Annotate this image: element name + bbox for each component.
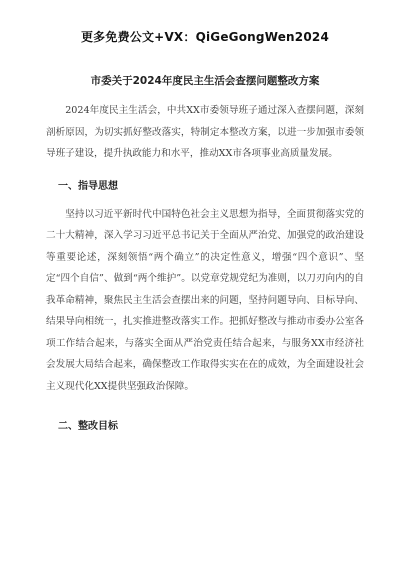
watermark-header: 更多免费公文+VX：QiGeGongWen2024	[80, 30, 329, 44]
intro-paragraph: 2024年度民主生活会，中共XX市委领导班子通过深入查摆问题，深刻剖析原因，为切实抓好整改落实，特制定本整改方案，以进一步加强市委领导班子建设，提升执政能力和水平，推动XX市各项事业高质量发展。	[46, 105, 364, 159]
document-title: 市委关于2024年度民主生活会查摆问题整改方案	[90, 75, 320, 87]
section-body-guiding-ideology: 坚持以习近平新时代中国特色社会主义思想为指导，全面贯彻落实党的二十大精神，深入学习习近平总书记关于全面从严治党、加强党的政治建设等重要论述，深刻领悟“两个确立”的决定性意义，增强“四个意识”、坚定“四个自信”、做到“两个维护”。以党章党规党纪为准则，以刀刃向内的自我革命精神，聚焦民主生活会查摆出来的问题，坚持问题导向、目标导向、结果导向相统一，扎实推进整改落实工作。把抓好整改与推动市委办公室各项工作结合起来，与落实全面从严治党责任结合起来，与服务XX市经济社会发展大局结合起来，确保整改工作取得实实在在的成效，为全面建设社会主义现代化XX提供坚强政治保障。	[46, 208, 364, 392]
section-heading-rectification-goals: 二、整改目标	[58, 421, 118, 432]
section-heading-guiding-ideology: 一、指导思想	[58, 180, 118, 192]
